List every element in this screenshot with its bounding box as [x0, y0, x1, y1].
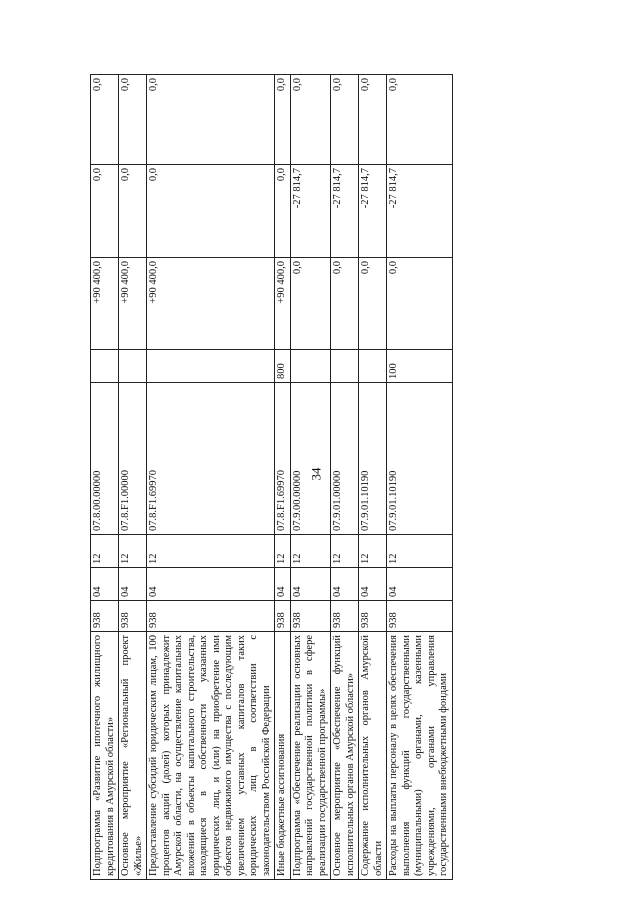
row-target-article: 07.8.F1.69970: [275, 383, 291, 535]
row-amount: +90 400,0: [275, 258, 291, 350]
row-section-code: 04: [387, 568, 453, 601]
row-ministry-code: 938: [290, 601, 331, 632]
row-section-code: 04: [119, 568, 147, 601]
row-name: Основное мероприятие «Обеспечение функций исполнительных органов Амурской области»: [331, 632, 359, 880]
row-ministry-code: 938: [91, 601, 119, 632]
row-expense-type: [147, 350, 275, 383]
row-subsection-code: 12: [387, 535, 453, 568]
row-change-2: 0,0: [331, 75, 359, 165]
row-subsection-code: 12: [290, 535, 331, 568]
row-name: Содержание исполнительных органов Амурской области: [359, 632, 387, 880]
row-change-1: -27 814,7: [331, 165, 359, 258]
table-row: [275, 75, 291, 880]
row-change-1: 0,0: [91, 165, 119, 258]
row-target-article: 07.9.01.10190: [387, 383, 453, 535]
table-row: [147, 75, 275, 880]
row-change-1: -27 814,7: [387, 165, 453, 258]
row-expense-type: [331, 350, 359, 383]
row-change-2: 0,0: [91, 75, 119, 165]
row-amount: 0,0: [387, 258, 453, 350]
page-number: 34: [308, 467, 324, 481]
row-name: Предоставление субсидий юридическим лицам, 100 процентов акций (долей) которых принадлежит Амурской области, на осуществление капитальных вложений в объекты капитального строительства, находящиеся в собственности указанных юридических лиц, и (или) на приобретение ими объектов недвижимого имущества с последующим увеличением уставных капиталов таких юридических лиц в соответствии с законодательством Российской Федерации: [147, 632, 275, 880]
table-row: [91, 75, 119, 880]
row-name: Расходы на выплаты персоналу в целях обеспечения выполнения функций государственными (муниципальными) органами, казенными учреждениями, органами управления государственными внебюджетными фондами: [387, 632, 453, 880]
row-amount: +90 400,0: [91, 258, 119, 350]
row-target-article: 07.8.00.00000: [91, 383, 119, 535]
row-change-2: 0,0: [119, 75, 147, 165]
row-amount: +90 400,0: [147, 258, 275, 350]
row-name: Подпрограмма «Обеспечение реализации основных направлений государственной политики в сфере реализации государственной программы»: [290, 632, 331, 880]
row-section-code: 04: [147, 568, 275, 601]
row-ministry-code: 938: [331, 601, 359, 632]
row-section-code: 04: [91, 568, 119, 601]
row-change-1: 0,0: [119, 165, 147, 258]
row-change-1: -27 814,7: [290, 165, 331, 258]
row-expense-type: [119, 350, 147, 383]
row-subsection-code: 12: [119, 535, 147, 568]
row-change-2: 0,0: [359, 75, 387, 165]
table-row: [387, 75, 453, 880]
row-subsection-code: 12: [91, 535, 119, 568]
row-subsection-code: 12: [359, 535, 387, 568]
table-row: [119, 75, 147, 880]
row-change-1: -27 814,7: [359, 165, 387, 258]
row-amount: 0,0: [331, 258, 359, 350]
row-target-article: 07.8.F1.00000: [119, 383, 147, 535]
budget-table: [90, 74, 453, 880]
row-target-article: 07.9.01.10190: [359, 383, 387, 535]
row-expense-type: [290, 350, 331, 383]
row-section-code: 04: [359, 568, 387, 601]
row-name: Подпрограмма «Развитие ипотечного жилищного кредитования в Амурской области»: [91, 632, 119, 880]
row-change-2: 0,0: [387, 75, 453, 165]
row-expense-type: 800: [275, 350, 291, 383]
row-change-2: 0,0: [147, 75, 275, 165]
row-expense-type: [359, 350, 387, 383]
row-name: Основное мероприятие «Региональный проект «Жилье»: [119, 632, 147, 880]
table-row: [290, 75, 331, 880]
row-section-code: 04: [331, 568, 359, 601]
table-row: [331, 75, 359, 880]
row-target-article: 07.9.01.00000: [331, 383, 359, 535]
budget-table-container: [90, 75, 565, 880]
row-target-article: 07.9.00.00000: [290, 383, 331, 535]
row-ministry-code: 938: [119, 601, 147, 632]
row-ministry-code: 938: [275, 601, 291, 632]
row-ministry-code: 938: [387, 601, 453, 632]
row-amount: 0,0: [359, 258, 387, 350]
row-subsection-code: 12: [147, 535, 275, 568]
row-change-1: 0,0: [275, 165, 291, 258]
row-subsection-code: 12: [275, 535, 291, 568]
row-target-article: 07.8.F1.69970: [147, 383, 275, 535]
table-row: [359, 75, 387, 880]
row-change-1: 0,0: [147, 165, 275, 258]
row-amount: 0,0: [290, 258, 331, 350]
row-amount: +90 400,0: [119, 258, 147, 350]
row-ministry-code: 938: [359, 601, 387, 632]
row-name: Иные бюджетные ассигнования: [275, 632, 291, 880]
row-section-code: 04: [275, 568, 291, 601]
row-ministry-code: 938: [147, 601, 275, 632]
row-change-2: 0,0: [275, 75, 291, 165]
row-expense-type: [91, 350, 119, 383]
row-expense-type: 100: [387, 350, 453, 383]
row-section-code: 04: [290, 568, 331, 601]
row-subsection-code: 12: [331, 535, 359, 568]
row-change-2: 0,0: [290, 75, 331, 165]
